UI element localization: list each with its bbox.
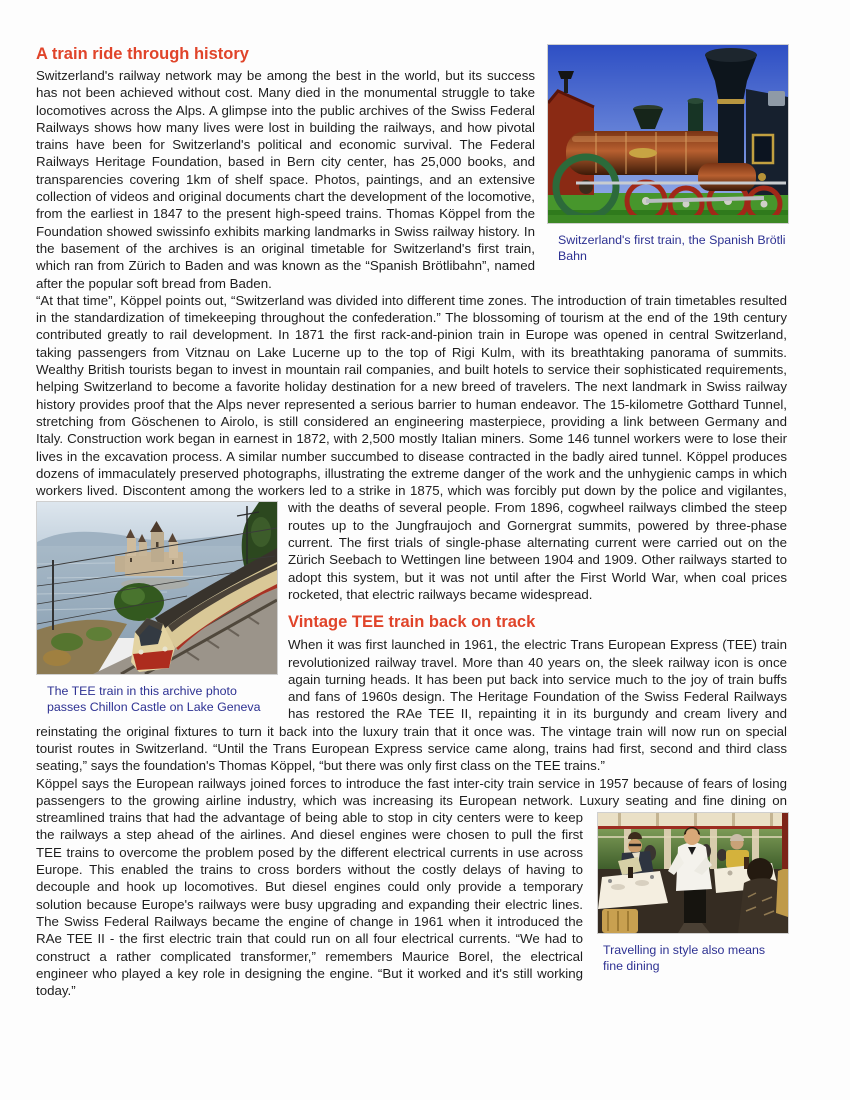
article1-para2-text-b: cogwheel railways climbed the steep routes up to the Jungfraujoch and Gornergrat summits, powered by three-phase current. The first trials of single-phase alternating current were carried out on the Zürich Seebach to Wettingen line between 1904 and 1909. Other railways started to adopt this system, but it was not until after the First World War, when coal prices rocketed, that electric railways became widespread. — [288, 500, 787, 602]
figure-caption-chillon: The TEE train in this archive photo passes Chillon Castle on Lake Geneva — [47, 684, 261, 714]
steam-locomotive-photo — [547, 44, 789, 224]
figure-chillon — [36, 501, 276, 715]
figure-broetli-bahn — [547, 44, 787, 264]
article-content — [36, 44, 787, 999]
figure-caption-dining: Travelling in style also means fine dining — [603, 943, 766, 973]
article2-title: Vintage TEE train back on track — [288, 613, 536, 632]
article2-para2-text-a: Köppel says the European railways joined forces to introduce the fast inter-city train service in 1957 because of fears of losing passengers to the growing airline industry, which was increasing its European network. Luxury seating and fine — [36, 775, 787, 808]
article1-para1-text: Switzerland's railway network may be among the best in the world, but its success has not been achieved without cost. Many died in the monumental struggle to take locomotives across the Alps. A glimpse into the public archives of the Swiss Federal Railways shows how many lives were lost in building the railways, and how pivotal trains have been for Switzerland's political and economic survival. The Federal Railways Heritage Foundation, based in Bern city center, has 25,000 books, and transparencies covering 1km of shelf space. Photos, paintings, and an extensive collection of videos and original documents chart the development of the locomotive, from the earliest in 1847 to the present high-speed trains. Thomas Köppel from the Foundation showed swissinfo exhibits marking landmarks in Swiss railway history. In the basement of the archives is an original timetable for Switzerland's first train, which ran from Zürich to Baden and was known as the “Spanish Brötlibahn”, named after the popular soft bread from Baden. — [36, 68, 535, 291]
tee-train-chillon-photo — [36, 501, 278, 675]
article2-para1-text: When it was first launched in 1961, the electric Trans European Express (TEE) train revolutionized railway travel. More than 40 years on, the sleek railway icon is once again turning heads. It has been put back into service much to the joy of train buffs and fans of 1960s design. The Heritage Foundation of the Swiss Federal Railways has restored the RAe TEE II, repainting it in its burgundy and cream livery and reinstating the original fixtures to turn it back into the luxury train that it once was. The vintage train will now run on special tourist routes in Switzerland. “Until the Trans European Express service came along, trains had first, second and third class seating,” says the foundation's Thomas Köppel, “but there was only first class on the TEE trains.” — [36, 637, 787, 774]
article1-title: A train ride through history — [36, 45, 249, 63]
article1-para2-text-a: “At that time”, Köppel points out, “Switzerland was divided into different time zones. The introduction of train timetables resulted in the standardization of timekeeping throughout the confederation.” The blossoming of tourism at the end of the 19th century contributed greatly to rail development. In 1871 the first rack-and-pinion train in Europe was opened in central Switzerland, taking passengers from Vitznau on Lake Lucerne up to the top of Rigi Kulm, with its breathtaking panorama of summits. Wealthy British tourists began to invest in mountain rail companies, and built hotels to service their sophisticated requirements, helping Switzerland to become a favorite holiday destination for a new breed of travelers. The next landmark in Swiss railway history provides proof that the Alps never represented a serious barrier to human endeavor. The 15-kilometre Gotthard Tunnel, stretching from Göschenen to Airolo, is still considered an engineering masterpiece, providing a link between Germany and Italy. Construction work began in earnest in 1872, with 2,500 mostly Italian miners. Some 146 tunnel workers were to lose their lives in the excavation process. A similar number succumbed to disease contracted in the badly aired tunnel. Köppel produces dozens of immaculately preserved photographs, illustrating the extreme danger of the work and the unhygienic camps in which workers lived. Discontent among the workers led to a strike in 1875, which was forcibly put down by the police and vigilantes, with the deaths of several people. From 1896, — [36, 292, 787, 516]
article2-paragraph-2 — [36, 775, 787, 1000]
figure-caption-broetli: Switzerland's first train, the Spanish Brötli Bahn — [558, 233, 786, 263]
dining-car-photo — [597, 812, 789, 934]
article2-para2-text-b: dining on streamlined trains that had the advantage of being able to stop in city centers were to keep the railways a step ahead of the airlines. And diesel engines were chosen to pull the first TEE trains to overcome the problem posed by the different electrical currents in use across Europe. This enabled the trains to cross borders without the costly delays of having to decouple and hook up locomotives. But diesel engines could only provide a temporary solution because Europe's railways were busy upgrading and expanding their electric lines. The Swiss Federal Railways became the engine of change in 1961 when it introduced the RAe TEE II - the first electric train that could run on all four electrical currents. “We had to construct a rather complicated transformer,” remembers Maurice Borel, the electrical engineer who played a key role in designing the engine. “But it worked and it's still working today.” — [36, 792, 787, 999]
figure-dining-car — [597, 812, 787, 974]
